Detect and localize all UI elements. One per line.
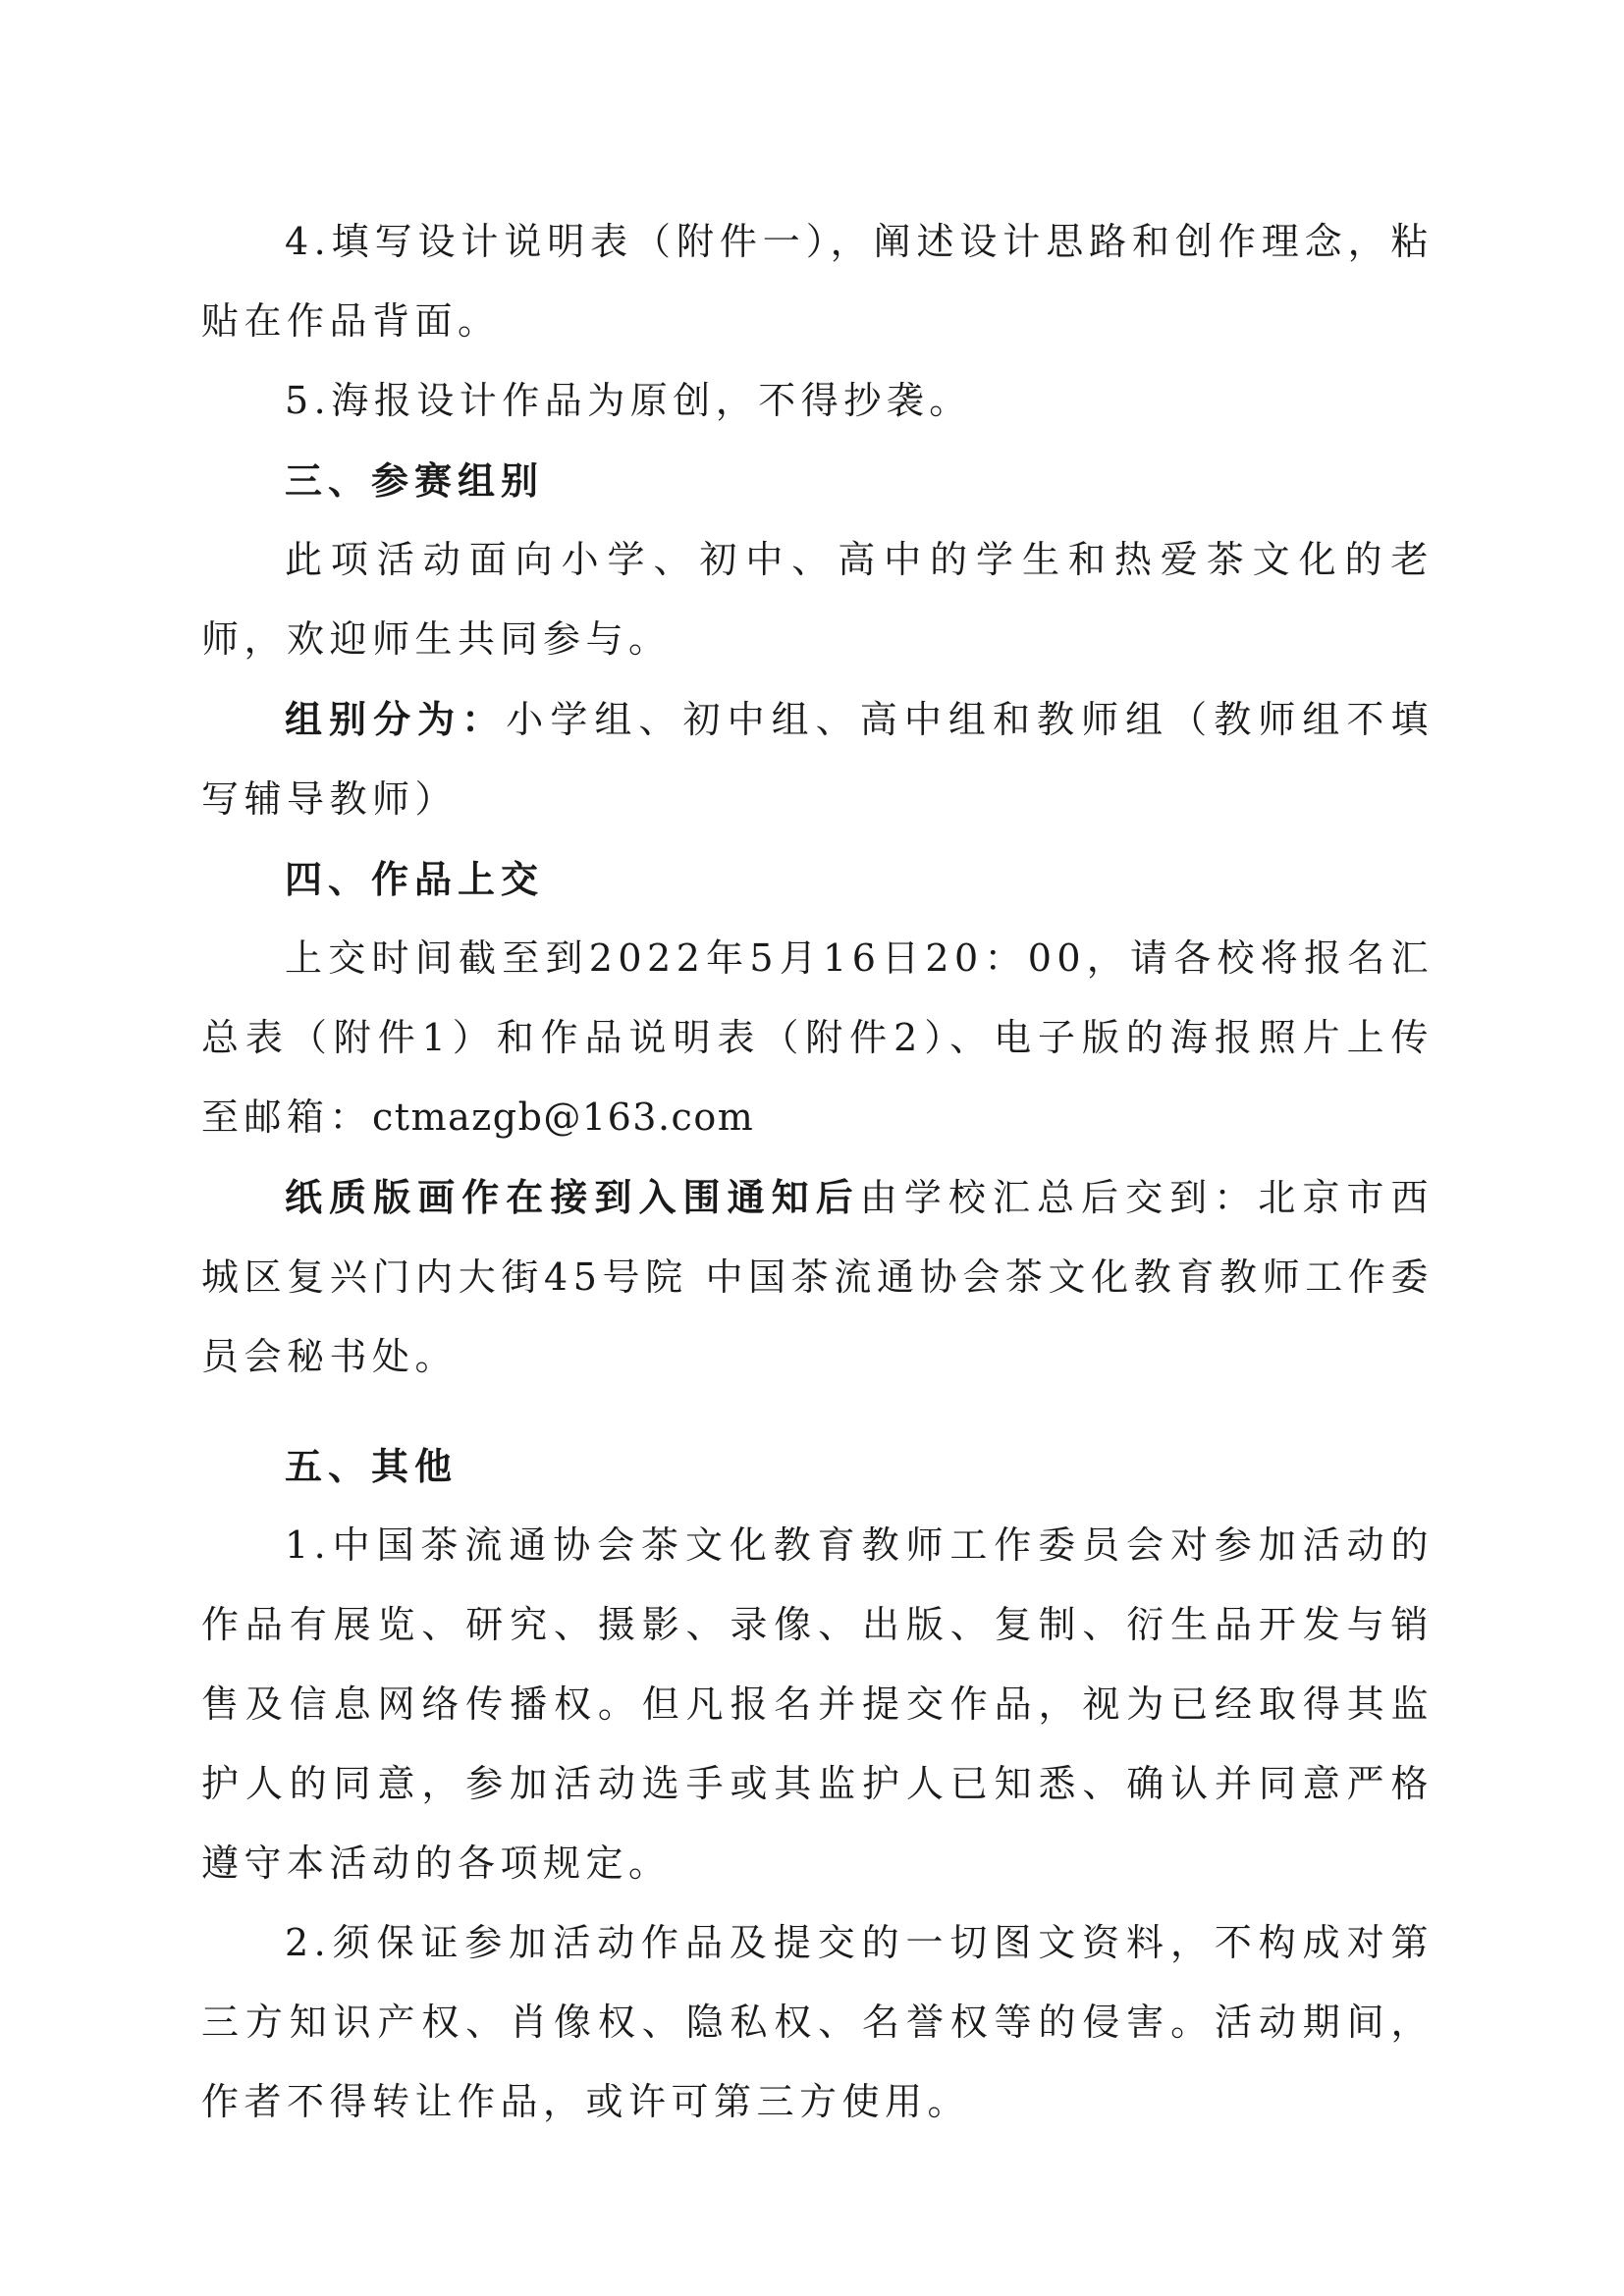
paper-label: 纸质版画作在接到入围通知后 bbox=[285, 1175, 860, 1219]
paper-text: 由学校汇总后交到：北京市西城区复兴门内大街45号院 中国茶流通协会茶文化教育教师工作委员会秘书处。 bbox=[201, 1176, 1434, 1378]
document-page bbox=[201, 202, 1434, 2142]
item-4-paragraph: 4.填写设计说明表（附件一），阐述设计思路和创作理念，粘贴在作品背面。 bbox=[201, 220, 1434, 343]
other-2-paragraph: 2.须保证参加活动作品及提交的一切图文资料，不构成对第三方知识产权、肖像权、隐私权、名誉权等的侵害。活动期间，作者不得转让作品，或许可第三方使用。 bbox=[201, 1921, 1434, 2123]
item-5-paragraph: 5.海报设计作品为原创，不得抄袭。 bbox=[285, 379, 972, 422]
groups-label: 组别分为： bbox=[285, 697, 507, 741]
other-1-paragraph: 1.中国茶流通协会茶文化教育教师工作委员会对参加活动的作品有展览、研究、摄影、录像、出版、复制、衍生品开发与销售及信息网络传播权。但凡报名并提交作品，视为已经取得其监护人的同意，参加活动选手或其监护人已知悉、确认并同意严格遵守本活动的各项规定。 bbox=[201, 1523, 1434, 1885]
submit-email: ctmazgb@163.com bbox=[372, 1095, 755, 1139]
paper-paragraph bbox=[201, 1157, 1434, 1397]
section-3-body: 此项活动面向小学、初中、高中的学生和热爱茶文化的老师，欢迎师生共同参与。 bbox=[201, 538, 1434, 661]
section-3-heading: 三、参赛组别 bbox=[285, 458, 545, 503]
section-4-heading: 四、作品上交 bbox=[285, 857, 545, 901]
groups-paragraph bbox=[201, 679, 1434, 839]
submit-paragraph bbox=[201, 919, 1434, 1157]
submit-text: 上交时间截至到2022年5月16日20：00，请各校将报名汇总表（附件1）和作品说明表（附件2）、电子版的海报照片上传至邮箱： bbox=[201, 936, 1434, 1139]
section-5-heading: 五、其他 bbox=[285, 1444, 459, 1488]
groups-text: 小学组、初中组、高中组和教师组（教师组不填写辅导教师） bbox=[201, 698, 1434, 821]
